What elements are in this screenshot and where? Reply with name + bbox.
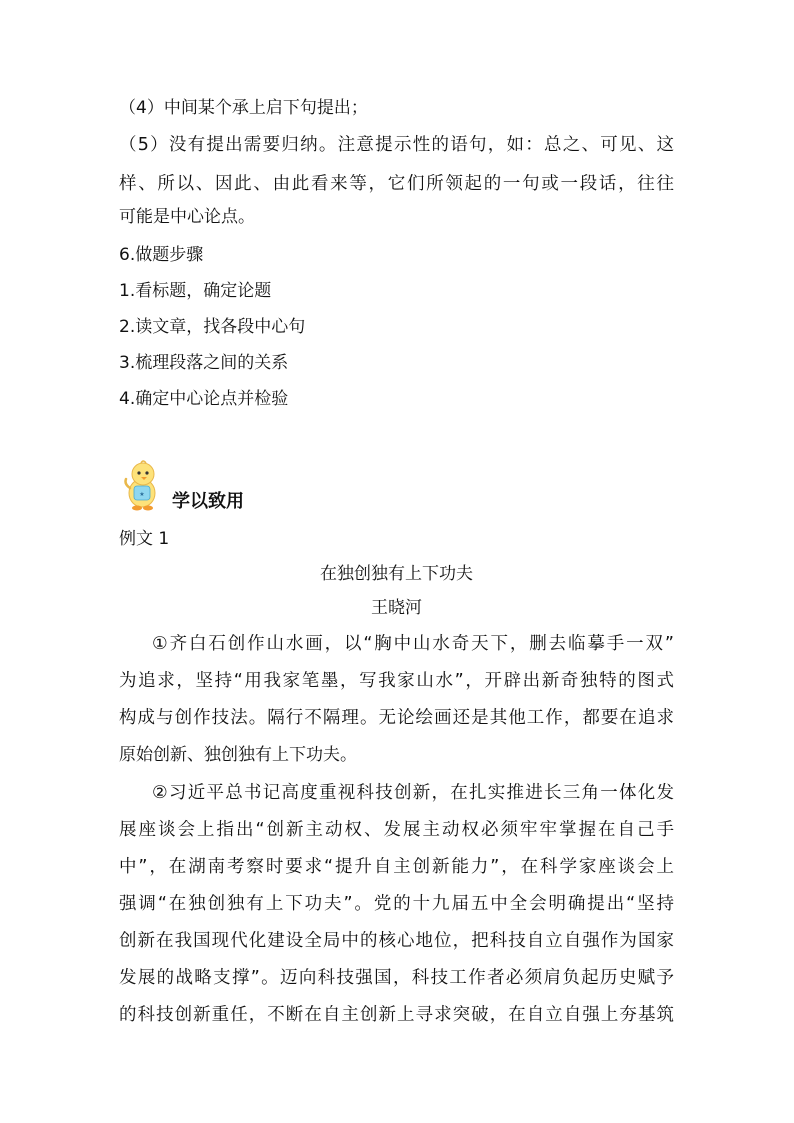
paragraph-2-line-2: 展座谈会上指出“创新主动权、发展主动权必须牢牢掌握在自己手: [119, 820, 674, 840]
paragraph-2-line-6: 发展的战略支撑”。迈向科技强国，科技工作者必须肩负起历史赋予: [119, 968, 674, 988]
paragraph-1-line-2: 为追求，坚持“用我家笔墨，写我家山水”，开辟出新奇独特的图式: [119, 671, 674, 691]
section-title: 学以致用: [172, 491, 244, 512]
step-1: 1.看标题，确定论题: [119, 281, 272, 301]
paragraph-1-line-3: 构成与创作技法。隔行不隔理。无论绘画还是其他工作，都要在追求: [119, 708, 674, 728]
paragraph-2-line-1: ②习近平总书记高度重视科技创新，在扎实推进长三角一体化发: [152, 783, 674, 803]
steps-heading: 6.做题步骤: [119, 245, 204, 265]
paragraph-1-line-1: ①齐白石创作山水画，以“胸中山水奇天下，删去临摹手一双”: [152, 634, 674, 654]
example-label: 例文 1: [119, 529, 170, 549]
paragraph-2-line-5: 创新在我国现代化建设全局中的核心地位，把科技自立自强作为国家: [119, 931, 674, 951]
article-author: 王晓河: [371, 598, 422, 618]
list-item-5-line-3: 可能是中心论点。: [119, 207, 255, 227]
paragraph-1-line-4: 原始创新、独创独有上下功夫。: [119, 745, 357, 765]
list-item-4: （4）中间某个承上启下句提出；: [119, 98, 368, 118]
chick-mascot-icon: [122, 460, 162, 512]
list-item-5-line-2: 样、所以、因此、由此看来等，它们所领起的一句或一段话，往往: [119, 174, 674, 194]
step-4: 4.确定中心论点并检验: [119, 389, 289, 409]
list-item-5-line-1: （5）没有提出需要归纳。注意提示性的语句，如：总之、可见、这: [119, 135, 674, 155]
paragraph-2-line-7: 的科技创新重任，不断在自主创新上寻求突破，在自立自强上夯基筑: [119, 1005, 674, 1025]
step-3: 3.梳理段落之间的关系: [119, 353, 289, 373]
paragraph-2-line-3: 中”，在湖南考察时要求“提升自主创新能力”，在科学家座谈会上: [119, 857, 674, 877]
svg-text:★: ★: [139, 491, 145, 498]
article-title: 在独创独有上下功夫: [320, 564, 473, 584]
step-2: 2.读文章，找各段中心句: [119, 317, 306, 337]
paragraph-2-line-4: 强调“在独创独有上下功夫”。党的十九届五中全会明确提出“坚持: [119, 894, 674, 914]
